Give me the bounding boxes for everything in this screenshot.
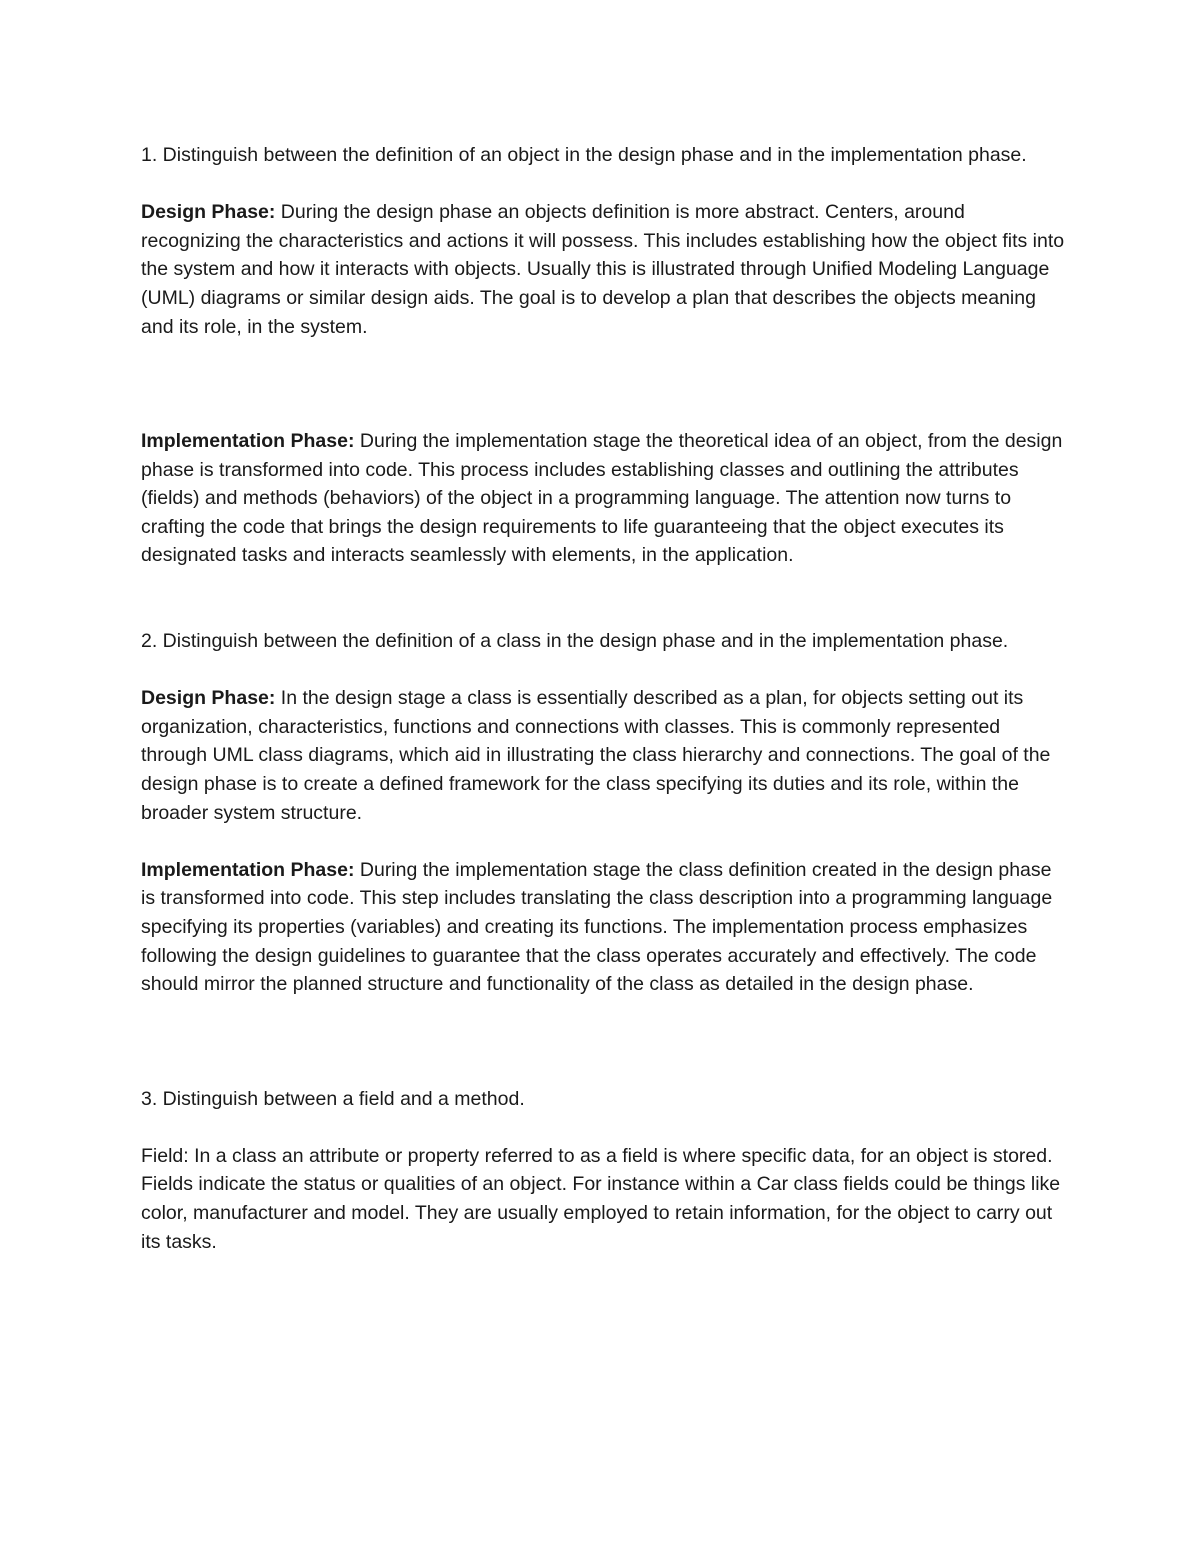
q2-implementation-paragraph — [141, 856, 1066, 999]
implementation-phase-label: Implementation Phase: — [141, 429, 355, 452]
spacer — [141, 341, 1066, 427]
spacer — [141, 170, 1066, 199]
implementation-phase-label: Implementation Phase: — [141, 858, 355, 881]
design-phase-label: Design Phase: — [141, 687, 276, 710]
q2-design-paragraph — [141, 684, 1066, 827]
q3-field-paragraph: Field: In a class an attribute or property referred to as a field is where specific data, for an object is stored. Fields indicate the status or qualities of an object. For instance within a Car class fields could be things like color, manufacturer and model. They are usually employed to retain information, for the object to carry out its tasks. — [141, 1144, 1061, 1253]
implementation-phase-text: During the implementation stage the class definition created in the design phase is transformed into code. This step includes translating the class description into a programming language specifying its properties (variables) and creating its functions. The implementation process emphasizes following the design guidelines to guarantee that the class operates accurately and effectively. The code should mirror the planned structure and functionality of the class as detailed in the design phase. — [141, 858, 1053, 996]
spacer — [141, 827, 1066, 856]
q1-design-paragraph — [141, 198, 1066, 341]
design-phase-text: During the design phase an objects definition is more abstract. Centers, around recognizing the characteristics and actions it will possess. This includes establishing how the object fits into the system and how it interacts with objects. Usually this is illustrated through Unified Modeling Language (UML) diagrams or similar design aids. The goal is to develop a plan that describes the objects meaning and its role, in the system. — [141, 201, 1065, 338]
spacer — [141, 656, 1066, 685]
spacer — [141, 999, 1066, 1085]
question-1: 1. Distinguish between the definition of an object in the design phase and in the implementation phase. — [141, 144, 1027, 166]
document-page — [141, 141, 1066, 1256]
design-phase-text: In the design stage a class is essentially described as a plan, for objects setting out its organization, characteristics, functions and connections with classes. This is commonly represented through UML class diagrams, which aid in illustrating the class hierarchy and connections. The goal of the design phase is to create a defined framework for the class specifying its duties and its role, within the broader system structure. — [141, 687, 1051, 824]
design-phase-label: Design Phase: — [141, 201, 276, 224]
spacer — [141, 570, 1066, 627]
q1-implementation-paragraph — [141, 427, 1066, 570]
question-2: 2. Distinguish between the definition of a class in the design phase and in the implementation phase. — [141, 630, 1009, 653]
spacer — [141, 1113, 1066, 1142]
question-3: 3. Distinguish between a field and a method. — [141, 1087, 525, 1110]
implementation-phase-text: During the implementation stage the theoretical idea of an object, from the design phase is transformed into code. This process includes establishing classes and outlining the attributes (fields) and methods (behaviors) of the object in a programming language. The attention now turns to crafting the code that brings the design requirements to life guaranteeing that the object executes its designated tasks and interacts seamlessly with elements, in the application. — [141, 429, 1063, 567]
